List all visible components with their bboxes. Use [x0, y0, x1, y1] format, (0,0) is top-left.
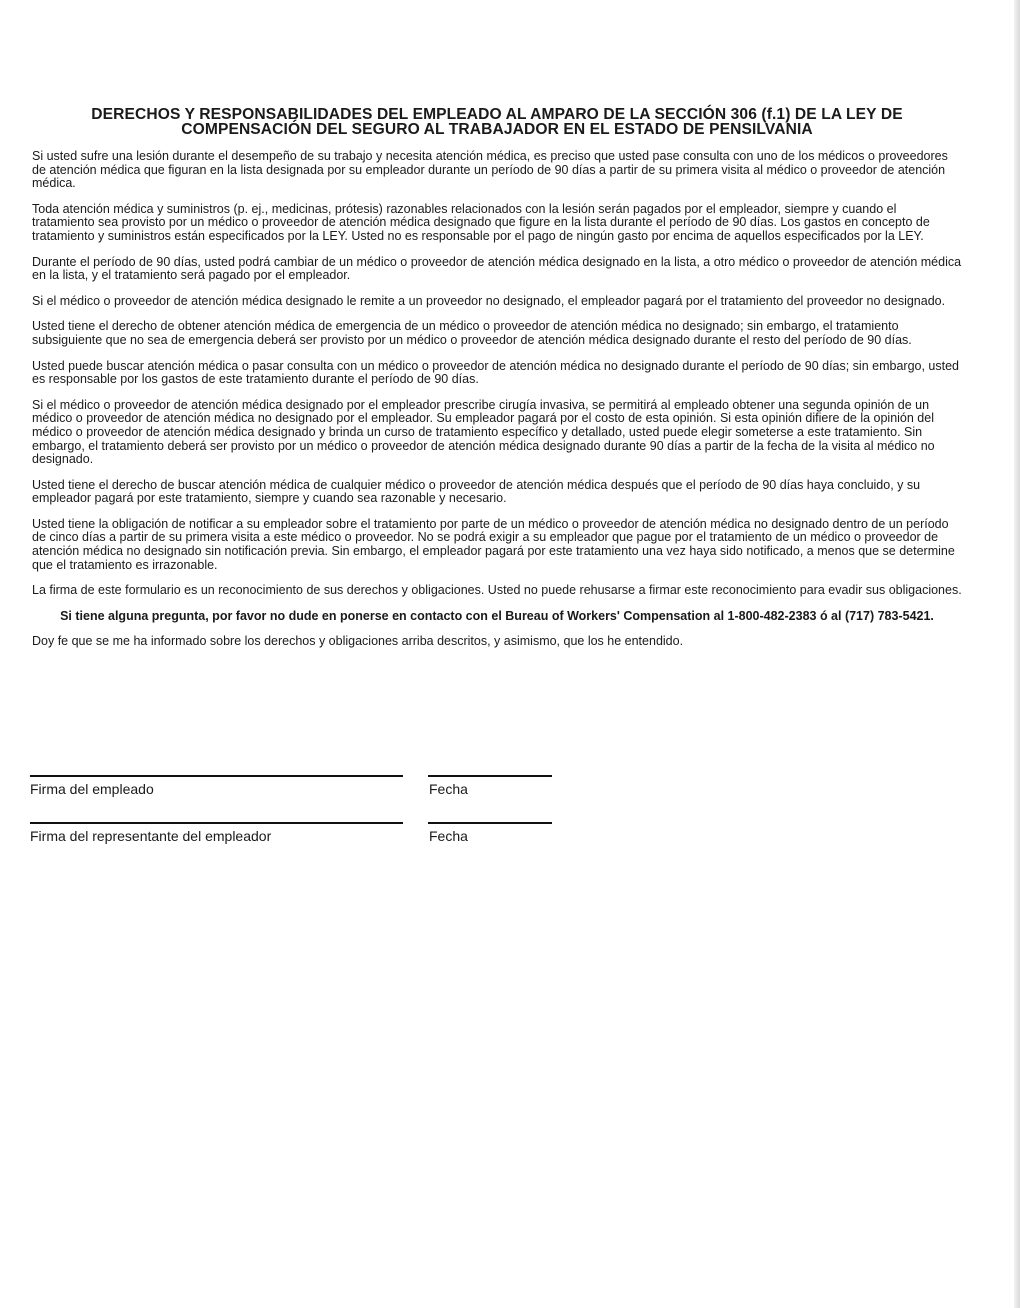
representative-signature-row [30, 822, 570, 862]
title-line-1: DERECHOS Y RESPONSABILIDADES DEL EMPLEADO AL AMPARO DE LA SECCIÓN 306 (f.1) DE LA LEY DE [91, 106, 903, 123]
paragraph-after-90-days: Usted tiene el derecho de buscar atención médica de cualquier médico o proveedor de atención médica después que el período de 90 días haya concluido, y su empleador pagará por este tratamiento, siempre y cuando sea razonable y necesario. [32, 477, 921, 506]
paragraph-90-day-requirement: Si usted sufre una lesión durante el desempeño de su trabajo y necesita atención médica, es preciso que usted pase consulta con uno de los médicos o proveedores de atención médica que figuran en la lista designada por su empleador durante un período de 90 días a partir de su primera visita al médico o proveedor de atención médica. [32, 149, 948, 191]
employee-signature-line[interactable] [30, 775, 403, 777]
paragraph-notification-duty: Usted tiene la obligación de notificar a su empleador sobre el tratamiento por parte de un médico o proveedor de atención médica no designado dentro de un período de cinco días a partir de su primera visita a este médico o proveedor. No se podrá exigir a su empleador que pague por el tratamiento de un médico o proveedor de atención médica no designado sin notificación previa. Sin embargo, el empleador pagará por este tratamiento una vez haya sido notificado, a menos que se determine que el tratamiento es irrazonable. [32, 516, 955, 572]
contact-info: Si tiene alguna pregunta, por favor no dude en ponerse en contacto con el Bureau of Workers' Compensation al 1-800-482-2383 ó al (717) 783-5421. [60, 608, 934, 623]
representative-signature-label: Firma del representante del empleador [30, 828, 272, 844]
representative-date-line[interactable] [428, 822, 552, 824]
representative-date-label: Fecha [429, 828, 468, 844]
representative-signature-line[interactable] [30, 822, 403, 824]
document-title [32, 107, 962, 137]
employee-date-label: Fecha [429, 781, 468, 797]
paragraph-second-opinion: Si el médico o proveedor de atención médica designado por el empleador prescribe cirugía invasiva, se permitirá al empleado obtener una segunda opinión de un médico o proveedor de atención médica no designado por el empleador. Su empleador pagará por el costo de esta opinión. Si esta opinión difiere de la opinión del médico o proveedor de atención médica designado y brinda un curso de tratamiento específico y detallado, usted puede elegir someterse a este tratamiento. Sin embargo, el tratamiento deberá ser provisto por un médico o proveedor de atención médica designado durante 90 días a partir de la fecha de la visita al médico no designado. [32, 397, 935, 467]
employee-date-line[interactable] [428, 775, 552, 777]
employee-signature-label: Firma del empleado [30, 781, 154, 797]
paragraph-referral: Si el médico o proveedor de atención médica designado le remite a un proveedor no designado, el empleador pagará por el tratamiento del proveedor no designado. [32, 293, 946, 308]
title-line-2: COMPENSACIÓN DEL SEGURO AL TRABAJADOR EN EL ESTADO DE PENSILVANIA [181, 121, 813, 138]
employee-signature-row [30, 775, 570, 815]
document-body [32, 107, 962, 649]
paragraph-emergency-care: Usted tiene el derecho de obtener atención médica de emergencia de un médico o proveedor de atención médica no designado; sin embargo, el tratamiento subsiguiente que no sea de emergencia deberá ser provisto por un médico o proveedor de atención médica designado durante el resto del período de 90 días. [32, 319, 912, 347]
paragraph-signature-acknowledgment: La firma de este formulario es un reconocimiento de sus derechos y obligaciones. Usted no puede rehusarse a firmar este reconocimiento para evadir sus obligaciones. [32, 583, 962, 598]
page-edge [1014, 0, 1020, 1308]
paragraph-non-designated-care: Usted puede buscar atención médica o pasar consulta con un médico o proveedor de atención médica no designado durante el período de 90 días; sin embargo, usted es responsable por los gastos de este tratamiento durante el período de 90 días. [32, 358, 959, 387]
paragraph-employer-pays: Toda atención médica y suministros (p. ej., medicinas, prótesis) razonables relacionados con la lesión serán pagados por el empleador, siempre y cuando el tratamiento sea provisto por un médico o proveedor de atención médica designado que figure en la lista durante el período de 90 días. Los gastos en concepto de tratamiento y suministros están especificados por la LEY. Usted no es responsable por el pago de ningún gasto por encima de aquellos especificados por la LEY. [32, 201, 930, 243]
attestation-statement: Doy fe que se me ha informado sobre los derechos y obligaciones arriba descritos, y asimismo, que los he entendido. [32, 634, 684, 649]
paragraph-change-provider: Durante el período de 90 días, usted podrá cambiar de un médico o proveedor de atención médica designado en la lista, a otro médico o proveedor de atención médica en la lista, y el tratamiento será pagado por el empleador. [32, 254, 962, 283]
